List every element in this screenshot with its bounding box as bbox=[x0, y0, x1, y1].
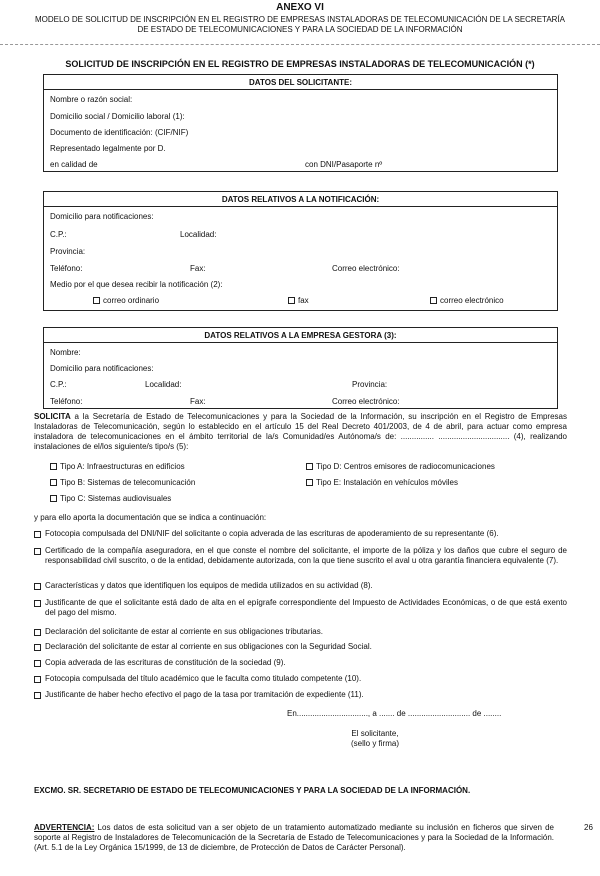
checkbox[interactable] bbox=[306, 463, 313, 470]
option-correo-electronico[interactable]: correo electrónico bbox=[430, 296, 504, 305]
field-domicilio-notif[interactable]: Domicilio para notificaciones: bbox=[50, 212, 154, 221]
checkbox[interactable] bbox=[306, 479, 313, 486]
notificacion-title-rule bbox=[43, 206, 558, 207]
option-fax[interactable]: fax bbox=[288, 296, 309, 305]
solicitante-title: DATOS DEL SOLICITANTE: bbox=[249, 78, 352, 87]
option-tipo-a[interactable]: Tipo A: Infraestructuras en edificios bbox=[50, 462, 185, 471]
aporta-text: y para ello aporta la documentación que se indica a continuación: bbox=[34, 513, 267, 522]
field-gestora-cp[interactable]: C.P.: bbox=[50, 380, 67, 389]
field-gestora-telefono[interactable]: Teléfono: bbox=[50, 397, 83, 406]
checkbox[interactable] bbox=[50, 463, 57, 470]
checkbox[interactable] bbox=[93, 297, 100, 304]
notificacion-title: DATOS RELATIVOS A LA NOTIFICACIÓN: bbox=[221, 195, 380, 204]
advertencia-paragraph: ADVERTENCIA: Los datos de esta solicitud van a ser objeto de un tratamiento automatizado mediante su inclusión en ficheros que sirven de soporte al Registro de Instaladores de Telecomunicación de la Secretaría de Estado de Telecomunicaciones y para la Sociedad de la Información. (Art. 5.1 de la Ley Orgánica 15/1999, de 13 de diciembre, de Protección de Datos de Carácter Personal). bbox=[34, 823, 554, 852]
checkbox[interactable] bbox=[34, 583, 41, 590]
option-tipo-e[interactable]: Tipo E: Instalación en vehículos móviles bbox=[306, 478, 458, 487]
doc-item-2[interactable]: Certificado de la compañía aseguradora, en el que conste el nombre del solicitante, el importe de la póliza y los daños que cubre el seguro de responsabilidad civil suscrito, o de la entidad, debidamente autorizada, con la que tiene suscrito el aval u otra garantía financiera equivalente (7). bbox=[34, 546, 567, 566]
field-provincia[interactable]: Provincia: bbox=[50, 247, 86, 256]
checkbox[interactable] bbox=[50, 495, 57, 502]
field-gestora-fax[interactable]: Fax: bbox=[190, 397, 206, 406]
field-gestora-correo[interactable]: Correo electrónico: bbox=[332, 397, 400, 406]
option-correo-ordinario[interactable]: correo ordinario bbox=[93, 296, 159, 305]
checkbox[interactable] bbox=[34, 629, 41, 636]
doc-item-7[interactable]: Copia adverada de las escrituras de constitución de la sociedad (9). bbox=[34, 658, 567, 668]
header-line-2: DE ESTADO DE TELECOMUNICACIONES Y PARA LA SOCIEDAD DE LA INFORMACIÓN bbox=[137, 25, 463, 34]
checkbox[interactable] bbox=[288, 297, 295, 304]
checkbox[interactable] bbox=[34, 644, 41, 651]
field-documento[interactable]: Documento de identificación: (CIF/NIF) bbox=[50, 128, 189, 137]
field-localidad[interactable]: Localidad: bbox=[180, 230, 217, 239]
header-line-1: MODELO DE SOLICITUD DE INSCRIPCIÓN EN EL REGISTRO DE EMPRESAS INSTALADORAS DE TELECOMUNICACIÓN DE LA SECRETARÍA bbox=[34, 15, 566, 24]
signature-sublabel: (sello y firma) bbox=[350, 739, 399, 748]
field-nombre[interactable]: Nombre o razón social: bbox=[50, 95, 133, 104]
doc-item-1[interactable]: Fotocopia compulsada del DNI/NIF del solicitante o copia adverada de las escrituras de apoderamiento de su representante (6). bbox=[34, 529, 567, 539]
date-line[interactable]: En................................, a ....... de ............................ de ........ bbox=[287, 709, 502, 718]
doc-item-9[interactable]: Justificante de haber hecho efectivo el pago de la tasa por tramitación de expediente (11). bbox=[34, 690, 567, 700]
field-cp[interactable]: C.P.: bbox=[50, 230, 67, 239]
field-medio: Medio por el que desea recibir la notificación (2): bbox=[50, 280, 223, 289]
addressee: EXCMO. SR. SECRETARIO DE ESTADO DE TELECOMUNICACIONES Y PARA LA SOCIEDAD DE LA INFORMACIÓN. bbox=[34, 786, 471, 795]
checkbox[interactable] bbox=[34, 548, 41, 555]
field-telefono[interactable]: Teléfono: bbox=[50, 264, 83, 273]
field-fax[interactable]: Fax: bbox=[190, 264, 206, 273]
checkbox[interactable] bbox=[34, 692, 41, 699]
field-gestora-localidad[interactable]: Localidad: bbox=[145, 380, 182, 389]
checkbox[interactable] bbox=[50, 479, 57, 486]
field-correo[interactable]: Correo electrónico: bbox=[332, 264, 400, 273]
option-tipo-d[interactable]: Tipo D: Centros emisores de radiocomunicaciones bbox=[306, 462, 495, 471]
doc-item-8[interactable]: Fotocopia compulsada del título académico que le faculta como titulado competente (10). bbox=[34, 674, 567, 684]
checkbox[interactable] bbox=[34, 600, 41, 607]
doc-item-4[interactable]: Justificante de que el solicitante está dado de alta en el epígrafe correspondiente del Impuesto de Actividades Económicas, o de que está exento del pago del mismo. bbox=[34, 598, 567, 618]
checkbox[interactable] bbox=[430, 297, 437, 304]
page-number: 26 bbox=[584, 823, 593, 832]
option-tipo-c[interactable]: Tipo C: Sistemas audiovisuales bbox=[50, 494, 171, 503]
doc-item-5[interactable]: Declaración del solicitante de estar al corriente en sus obligaciones tributarias. bbox=[34, 627, 567, 637]
gestora-title-rule bbox=[43, 342, 558, 343]
checkbox[interactable] bbox=[34, 531, 41, 538]
header-divider bbox=[0, 44, 600, 45]
gestora-title: DATOS RELATIVOS A LA EMPRESA GESTORA (3): bbox=[204, 331, 397, 340]
field-gestora-provincia[interactable]: Provincia: bbox=[352, 380, 388, 389]
solicitante-title-rule bbox=[43, 89, 558, 90]
field-representado[interactable]: Representado legalmente por D. bbox=[50, 144, 166, 153]
form-title: SOLICITUD DE INSCRIPCIÓN EN EL REGISTRO DE EMPRESAS INSTALADORAS DE TELECOMUNICACIÓN (*) bbox=[65, 59, 535, 69]
checkbox[interactable] bbox=[34, 676, 41, 683]
field-dni[interactable]: con DNI/Pasaporte nº bbox=[305, 160, 383, 169]
annex-title: ANEXO VI bbox=[276, 2, 324, 13]
doc-item-6[interactable]: Declaración del solicitante de estar al corriente en sus obligaciones con la Seguridad Social. bbox=[34, 642, 567, 652]
signature-label: El solicitante, bbox=[351, 729, 399, 738]
checkbox[interactable] bbox=[34, 660, 41, 667]
doc-item-3[interactable]: Características y datos que identifiquen los equipos de medida utilizados en su actividad (8). bbox=[34, 581, 567, 591]
option-tipo-b[interactable]: Tipo B: Sistemas de telecomunicación bbox=[50, 478, 195, 487]
field-en-calidad[interactable]: en calidad de bbox=[50, 160, 98, 169]
notificacion-section bbox=[43, 191, 558, 311]
field-gestora-domicilio[interactable]: Domicilio para notificaciones: bbox=[50, 364, 154, 373]
solicita-paragraph: SOLICITA a la Secretaría de Estado de Telecomunicaciones y para la Sociedad de la Información, su inscripción en el Registro de Empresas Instaladoras de Telecomunicación, según lo establecido en el artículo 15 del Real Decreto 401/2003, de 4 de abril, para actuar como empresa instaladora de telecomunicaciones en el ámbito territorial de la/s Comunidad/es Autónoma/s de: ............... ................................ (4), realizando instalaciones de el/los siguiente/s tipo/s (5): bbox=[34, 412, 567, 451]
field-gestora-nombre[interactable]: Nombre: bbox=[50, 348, 81, 357]
field-domicilio[interactable]: Domicilio social / Domicilio laboral (1): bbox=[50, 112, 185, 121]
